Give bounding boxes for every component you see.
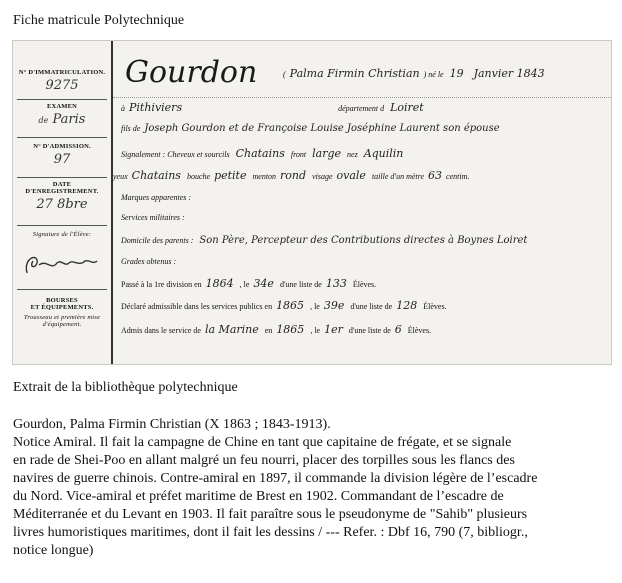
immatriculation-label: N° D'IMMATRICULATION. xyxy=(18,69,106,76)
enregistrement-label: D'ENREGISTREMENT. xyxy=(25,188,99,195)
rank3-row: Admis dans le service de la Marine en 1865 , le 1er d'une liste de 6 Élèves. xyxy=(121,323,432,336)
examen-box xyxy=(17,103,107,127)
left-column xyxy=(13,41,113,364)
bio-line: Notice Amiral. Il fait la campagne de Chine en tant que capitaine de frégate, et se signale xyxy=(13,435,512,450)
page-title: Fiche matricule Polytechnique xyxy=(13,13,185,28)
rank1-row: Passé à la 1re division en 1864 , le 34e d'une liste de 133 Élèves. xyxy=(121,277,377,290)
divider xyxy=(17,225,107,226)
services-label: Services militaires : xyxy=(121,213,185,222)
rule xyxy=(113,97,611,98)
bio-line: Méditerranée et du Levant en 1903. Il fait paraître sous le pseudonyme de "Sahib" plusieurs xyxy=(13,507,528,522)
form-body xyxy=(113,41,611,364)
bio-line: du Nord. Vice-amiral et préfet maritime de Brest en 1902. Commandant de l’escadre de xyxy=(13,489,504,504)
signalement-row: Signalement : Cheveux et sourcils Chatains front large nez Aquilin xyxy=(121,147,404,160)
divider xyxy=(17,177,107,178)
immatriculation-box xyxy=(17,69,107,93)
rank2-row: Déclaré admissible dans les services publics en 1865 , le 39e d'une liste de 128 Élèves. xyxy=(121,299,447,312)
extract-title: Extrait de la bibliothèque polytechnique xyxy=(13,380,238,395)
examen-value: de Paris xyxy=(38,112,86,127)
domicile-row: Domicile des parents : Son Père, Percepteur des Contributions directes à Boynes Loiret xyxy=(121,235,528,246)
bourses-box xyxy=(17,297,107,328)
marques-label: Marques apparentes : xyxy=(121,193,192,202)
bio-line: en rade de Shei-Poo en allant malgré un feu nourri, placer des torpilles sous les flancs des xyxy=(13,453,515,468)
date-label: DATE xyxy=(52,181,72,188)
divider xyxy=(17,99,107,100)
given-names-row: ( Palma Firmin Christian ) né le 19 Janvier 1843 xyxy=(283,67,545,80)
bio-line: Gourdon, Palma Firmin Christian (X 1863 ; 1843-1913). xyxy=(13,417,331,432)
grades-label: Grades obtenus : xyxy=(121,257,177,266)
physical-row: yeux Chatains bouche petite menton rond visage ovale taille d'un mètre 63 centim. xyxy=(113,169,470,182)
bio-line: notice longue) xyxy=(13,543,94,558)
date-value: 27 8bre xyxy=(36,197,88,212)
bio-paragraph xyxy=(13,416,610,560)
admission-value: 97 xyxy=(53,152,71,167)
signature-mark xyxy=(21,249,101,279)
immatriculation-value: 9275 xyxy=(45,78,79,93)
admission-box xyxy=(17,143,107,167)
matricule-scan xyxy=(12,40,612,365)
birthplace-row: à Pithiviers département d Loiret xyxy=(121,101,424,114)
date-box xyxy=(17,181,107,212)
divider xyxy=(17,137,107,138)
parents-row: fils de Joseph Gourdon et de Françoise Louise Joséphine Laurent son épouse xyxy=(121,123,500,134)
admission-label: N° D'ADMISSION. xyxy=(33,143,91,150)
divider xyxy=(17,289,107,290)
equipements-label: ET ÉQUIPEMENTS. xyxy=(30,304,94,311)
surname-handwritten: Gourdon xyxy=(125,55,258,90)
trousseau-label: Trousseau et première mise d'équipement. xyxy=(23,314,101,328)
bourses-label: BOURSES xyxy=(46,297,78,304)
bio-line: livres humoristiques maritimes, dont il fait les dessins / --- Refer. : Dbf 16, 790 (7, bibliogr., xyxy=(13,525,528,540)
examen-label: EXAMEN xyxy=(46,103,78,110)
signature-label: Signature de l'Élève: xyxy=(32,231,92,238)
bio-line: navires de guerre chinois. Contre-amiral en 1897, il commande la division légère de l’escadre xyxy=(13,471,538,486)
